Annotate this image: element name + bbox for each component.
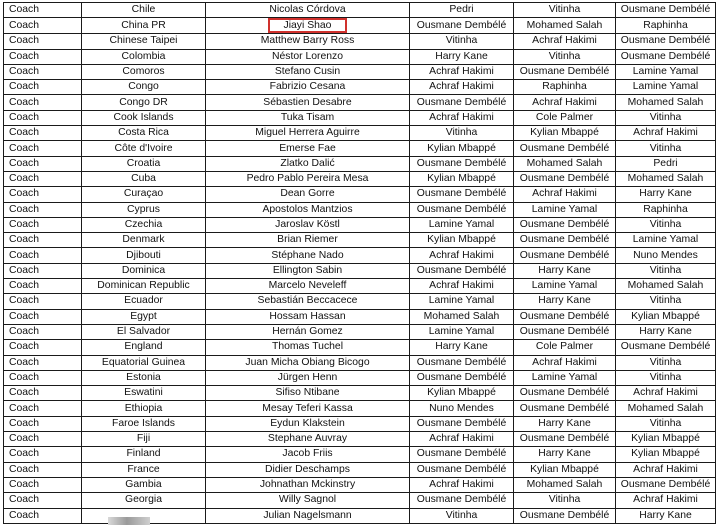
- role-cell: Coach: [4, 432, 82, 447]
- coach-cell: Stefano Cusin: [206, 64, 410, 79]
- table-row: [4, 156, 716, 171]
- first-choice-cell: Vitinha: [410, 34, 514, 49]
- table-row: [4, 202, 716, 217]
- coach-cell: Pedro Pablo Pereira Mesa: [206, 171, 410, 186]
- third-choice-cell: Vitinha: [616, 263, 716, 278]
- second-choice-cell: Harry Kane: [514, 416, 616, 431]
- first-choice-cell: Achraf Hakimi: [410, 248, 514, 263]
- second-choice-cell: Raphinha: [514, 80, 616, 95]
- country-cell: Cook Islands: [82, 110, 206, 125]
- table-row: [4, 340, 716, 355]
- coach-cell: Eydun Klakstein: [206, 416, 410, 431]
- third-choice-cell: Nuno Mendes: [616, 248, 716, 263]
- second-choice-cell: Ousmane Dembélé: [514, 217, 616, 232]
- first-choice-cell: Achraf Hakimi: [410, 432, 514, 447]
- third-choice-cell: Ousmane Dembélé: [616, 477, 716, 492]
- coach-cell: Didier Deschamps: [206, 462, 410, 477]
- coach-cell: Stephane Auvray: [206, 432, 410, 447]
- table-row: [4, 80, 716, 95]
- second-choice-cell: Cole Palmer: [514, 110, 616, 125]
- coach-cell: Stéphane Nado: [206, 248, 410, 263]
- role-cell: Coach: [4, 34, 82, 49]
- role-cell: Coach: [4, 462, 82, 477]
- country-cell: Comoros: [82, 64, 206, 79]
- second-choice-cell: Ousmane Dembélé: [514, 141, 616, 156]
- country-cell: Congo: [82, 80, 206, 95]
- country-cell: Ecuador: [82, 294, 206, 309]
- coach-cell: Néstor Lorenzo: [206, 49, 410, 64]
- first-choice-cell: Achraf Hakimi: [410, 110, 514, 125]
- role-cell: Coach: [4, 171, 82, 186]
- role-cell: Coach: [4, 3, 82, 18]
- third-choice-cell: Mohamed Salah: [616, 401, 716, 416]
- role-cell: Coach: [4, 248, 82, 263]
- country-cell: Finland: [82, 447, 206, 462]
- second-choice-cell: Lamine Yamal: [514, 279, 616, 294]
- country-cell: Estonia: [82, 370, 206, 385]
- third-choice-cell: Harry Kane: [616, 324, 716, 339]
- country-cell: Côte d'Ivoire: [82, 141, 206, 156]
- third-choice-cell: Vitinha: [616, 294, 716, 309]
- first-choice-cell: Ousmane Dembélé: [410, 263, 514, 278]
- table-row: [4, 248, 716, 263]
- third-choice-cell: Ousmane Dembélé: [616, 49, 716, 64]
- table-row: [4, 462, 716, 477]
- first-choice-cell: Mohamed Salah: [410, 309, 514, 324]
- first-choice-cell: Kylian Mbappé: [410, 171, 514, 186]
- table-row: [4, 95, 716, 110]
- third-choice-cell: Lamine Yamal: [616, 64, 716, 79]
- first-choice-cell: Achraf Hakimi: [410, 477, 514, 492]
- first-choice-cell: Pedri: [410, 3, 514, 18]
- second-choice-cell: Achraf Hakimi: [514, 355, 616, 370]
- first-choice-cell: Ousmane Dembélé: [410, 18, 514, 34]
- first-choice-cell: Ousmane Dembélé: [410, 202, 514, 217]
- third-choice-cell: Mohamed Salah: [616, 171, 716, 186]
- role-cell: Coach: [4, 493, 82, 508]
- coach-cell: Jaroslav Köstl: [206, 217, 410, 232]
- third-choice-cell: Mohamed Salah: [616, 279, 716, 294]
- table-row: [4, 187, 716, 202]
- coach-cell: Julian Nagelsmann: [206, 508, 410, 523]
- second-choice-cell: Harry Kane: [514, 263, 616, 278]
- country-cell: Dominican Republic: [82, 279, 206, 294]
- first-choice-cell: Harry Kane: [410, 49, 514, 64]
- country-cell: Equatorial Guinea: [82, 355, 206, 370]
- table-row: [4, 401, 716, 416]
- role-cell: Coach: [4, 386, 82, 401]
- first-choice-cell: Kylian Mbappé: [410, 386, 514, 401]
- coach-cell: Sebastián Beccacece: [206, 294, 410, 309]
- second-choice-cell: Ousmane Dembélé: [514, 324, 616, 339]
- third-choice-cell: Vitinha: [616, 217, 716, 232]
- role-cell: Coach: [4, 64, 82, 79]
- table-row: [4, 416, 716, 431]
- table-row: [4, 233, 716, 248]
- role-cell: Coach: [4, 187, 82, 202]
- second-choice-cell: Harry Kane: [514, 294, 616, 309]
- role-cell: Coach: [4, 18, 82, 34]
- first-choice-cell: Harry Kane: [410, 340, 514, 355]
- third-choice-cell: Ousmane Dembélé: [616, 34, 716, 49]
- coach-cell: [206, 18, 410, 34]
- third-choice-cell: Lamine Yamal: [616, 80, 716, 95]
- role-cell: Coach: [4, 401, 82, 416]
- third-choice-cell: Achraf Hakimi: [616, 126, 716, 141]
- country-cell: Georgia: [82, 493, 206, 508]
- second-choice-cell: Cole Palmer: [514, 340, 616, 355]
- table-row: [4, 49, 716, 64]
- table-row: [4, 355, 716, 370]
- country-cell: France: [82, 462, 206, 477]
- coach-cell: Mesay Teferi Kassa: [206, 401, 410, 416]
- second-choice-cell: Mohamed Salah: [514, 156, 616, 171]
- second-choice-cell: Lamine Yamal: [514, 202, 616, 217]
- first-choice-cell: Ousmane Dembélé: [410, 355, 514, 370]
- second-choice-cell: Mohamed Salah: [514, 18, 616, 34]
- first-choice-cell: Ousmane Dembélé: [410, 95, 514, 110]
- country-cell: Croatia: [82, 156, 206, 171]
- country-cell: Ethiopia: [82, 401, 206, 416]
- role-cell: Coach: [4, 49, 82, 64]
- third-choice-cell: Harry Kane: [616, 508, 716, 523]
- table-row: [4, 294, 716, 309]
- country-cell: Fiji: [82, 432, 206, 447]
- third-choice-cell: Vitinha: [616, 141, 716, 156]
- country-cell: Congo DR: [82, 95, 206, 110]
- country-cell: Czechia: [82, 217, 206, 232]
- first-choice-cell: Achraf Hakimi: [410, 279, 514, 294]
- second-choice-cell: Ousmane Dembélé: [514, 64, 616, 79]
- role-cell: Coach: [4, 508, 82, 523]
- second-choice-cell: Vitinha: [514, 49, 616, 64]
- coach-cell: Fabrizio Cesana: [206, 80, 410, 95]
- coach-cell: Hossam Hassan: [206, 309, 410, 324]
- second-choice-cell: Lamine Yamal: [514, 370, 616, 385]
- coach-cell: Sifiso Ntibane: [206, 386, 410, 401]
- country-cell: Egypt: [82, 309, 206, 324]
- third-choice-cell: Vitinha: [616, 416, 716, 431]
- third-choice-cell: Pedri: [616, 156, 716, 171]
- second-choice-cell: Achraf Hakimi: [514, 34, 616, 49]
- first-choice-cell: Ousmane Dembélé: [410, 187, 514, 202]
- votes-table: [3, 2, 716, 524]
- role-cell: Coach: [4, 233, 82, 248]
- role-cell: Coach: [4, 141, 82, 156]
- third-choice-cell: Harry Kane: [616, 187, 716, 202]
- table-row: [4, 3, 716, 18]
- coach-cell: Miguel Herrera Aguirre: [206, 126, 410, 141]
- third-choice-cell: Kylian Mbappé: [616, 447, 716, 462]
- role-cell: Coach: [4, 156, 82, 171]
- votes-table-body: [4, 3, 716, 524]
- redacted-country-cell: [108, 517, 150, 525]
- second-choice-cell: Ousmane Dembélé: [514, 248, 616, 263]
- first-choice-cell: Vitinha: [410, 508, 514, 523]
- third-choice-cell: Achraf Hakimi: [616, 493, 716, 508]
- role-cell: Coach: [4, 279, 82, 294]
- first-choice-cell: Lamine Yamal: [410, 324, 514, 339]
- second-choice-cell: Vitinha: [514, 3, 616, 18]
- coach-cell: Matthew Barry Ross: [206, 34, 410, 49]
- table-row: [4, 18, 716, 34]
- first-choice-cell: Ousmane Dembélé: [410, 416, 514, 431]
- country-cell: Curaçao: [82, 187, 206, 202]
- second-choice-cell: Ousmane Dembélé: [514, 508, 616, 523]
- country-cell: Eswatini: [82, 386, 206, 401]
- role-cell: Coach: [4, 324, 82, 339]
- country-cell: El Salvador: [82, 324, 206, 339]
- first-choice-cell: Ousmane Dembélé: [410, 156, 514, 171]
- country-cell: Faroe Islands: [82, 416, 206, 431]
- second-choice-cell: Vitinha: [514, 493, 616, 508]
- table-row: [4, 279, 716, 294]
- role-cell: Coach: [4, 217, 82, 232]
- table-row: [4, 477, 716, 492]
- country-cell: Dominica: [82, 263, 206, 278]
- first-choice-cell: Kylian Mbappé: [410, 141, 514, 156]
- second-choice-cell: Ousmane Dembélé: [514, 432, 616, 447]
- table-row: [4, 34, 716, 49]
- table-row: [4, 386, 716, 401]
- role-cell: Coach: [4, 447, 82, 462]
- third-choice-cell: Vitinha: [616, 110, 716, 125]
- second-choice-cell: Achraf Hakimi: [514, 95, 616, 110]
- second-choice-cell: Ousmane Dembélé: [514, 309, 616, 324]
- second-choice-cell: Ousmane Dembélé: [514, 401, 616, 416]
- second-choice-cell: Ousmane Dembélé: [514, 171, 616, 186]
- country-cell: Colombia: [82, 49, 206, 64]
- second-choice-cell: Harry Kane: [514, 447, 616, 462]
- table-row: [4, 447, 716, 462]
- third-choice-cell: Achraf Hakimi: [616, 386, 716, 401]
- first-choice-cell: Ousmane Dembélé: [410, 447, 514, 462]
- coach-cell: Brian Riemer: [206, 233, 410, 248]
- coach-cell: Nicolas Córdova: [206, 3, 410, 18]
- role-cell: Coach: [4, 110, 82, 125]
- coach-cell: Zlatko Dalić: [206, 156, 410, 171]
- first-choice-cell: Ousmane Dembélé: [410, 462, 514, 477]
- third-choice-cell: Mohamed Salah: [616, 95, 716, 110]
- third-choice-cell: Ousmane Dembélé: [616, 340, 716, 355]
- first-choice-cell: Achraf Hakimi: [410, 64, 514, 79]
- country-cell: Chile: [82, 3, 206, 18]
- coach-cell: Apostolos Mantzios: [206, 202, 410, 217]
- second-choice-cell: Kylian Mbappé: [514, 462, 616, 477]
- second-choice-cell: Mohamed Salah: [514, 477, 616, 492]
- table-row: [4, 217, 716, 232]
- second-choice-cell: Achraf Hakimi: [514, 187, 616, 202]
- country-cell: Costa Rica: [82, 126, 206, 141]
- table-row: [4, 370, 716, 385]
- first-choice-cell: Vitinha: [410, 126, 514, 141]
- country-cell: Gambia: [82, 477, 206, 492]
- role-cell: Coach: [4, 126, 82, 141]
- table-row: [4, 126, 716, 141]
- first-choice-cell: Nuno Mendes: [410, 401, 514, 416]
- second-choice-cell: Ousmane Dembélé: [514, 386, 616, 401]
- country-cell: Cyprus: [82, 202, 206, 217]
- country-cell: China PR: [82, 18, 206, 34]
- third-choice-cell: Achraf Hakimi: [616, 462, 716, 477]
- third-choice-cell: Kylian Mbappé: [616, 309, 716, 324]
- coach-cell: Sébastien Desabre: [206, 95, 410, 110]
- first-choice-cell: Ousmane Dembélé: [410, 370, 514, 385]
- role-cell: Coach: [4, 263, 82, 278]
- coach-cell: Juan Micha Obiang Bicogo: [206, 355, 410, 370]
- coach-cell: Ellington Sabin: [206, 263, 410, 278]
- third-choice-cell: Kylian Mbappé: [616, 432, 716, 447]
- third-choice-cell: Ousmane Dembélé: [616, 3, 716, 18]
- role-cell: Coach: [4, 294, 82, 309]
- table-row: [4, 324, 716, 339]
- role-cell: Coach: [4, 95, 82, 110]
- coach-cell: Marcelo Neveleff: [206, 279, 410, 294]
- coach-cell: Dean Gorre: [206, 187, 410, 202]
- table-row: [4, 263, 716, 278]
- table-row: [4, 171, 716, 186]
- first-choice-cell: Lamine Yamal: [410, 217, 514, 232]
- country-cell: England: [82, 340, 206, 355]
- first-choice-cell: Ousmane Dembélé: [410, 493, 514, 508]
- coach-cell: Emerse Fae: [206, 141, 410, 156]
- country-cell: Chinese Taipei: [82, 34, 206, 49]
- country-cell: Denmark: [82, 233, 206, 248]
- coach-cell: Tuka Tisam: [206, 110, 410, 125]
- table-row: [4, 64, 716, 79]
- third-choice-cell: Vitinha: [616, 370, 716, 385]
- table-row: [4, 309, 716, 324]
- third-choice-cell: Raphinha: [616, 202, 716, 217]
- coach-cell: Jacob Friis: [206, 447, 410, 462]
- role-cell: Coach: [4, 340, 82, 355]
- coach-cell: Willy Sagnol: [206, 493, 410, 508]
- country-cell: Djibouti: [82, 248, 206, 263]
- highlighted-name: Jiayi Shao: [268, 18, 348, 33]
- role-cell: Coach: [4, 309, 82, 324]
- table-row: [4, 141, 716, 156]
- coach-cell: Jürgen Henn: [206, 370, 410, 385]
- role-cell: Coach: [4, 477, 82, 492]
- role-cell: Coach: [4, 416, 82, 431]
- table-row: [4, 432, 716, 447]
- role-cell: Coach: [4, 370, 82, 385]
- coach-cell: Thomas Tuchel: [206, 340, 410, 355]
- coach-cell: Johnathan Mckinstry: [206, 477, 410, 492]
- third-choice-cell: Lamine Yamal: [616, 233, 716, 248]
- second-choice-cell: Ousmane Dembélé: [514, 233, 616, 248]
- role-cell: Coach: [4, 355, 82, 370]
- country-cell: Cuba: [82, 171, 206, 186]
- first-choice-cell: Kylian Mbappé: [410, 233, 514, 248]
- table-row: [4, 493, 716, 508]
- first-choice-cell: Lamine Yamal: [410, 294, 514, 309]
- second-choice-cell: Kylian Mbappé: [514, 126, 616, 141]
- table-row: [4, 110, 716, 125]
- role-cell: Coach: [4, 202, 82, 217]
- coach-cell: Hernán Gomez: [206, 324, 410, 339]
- first-choice-cell: Achraf Hakimi: [410, 80, 514, 95]
- third-choice-cell: Vitinha: [616, 355, 716, 370]
- third-choice-cell: Raphinha: [616, 18, 716, 34]
- role-cell: Coach: [4, 80, 82, 95]
